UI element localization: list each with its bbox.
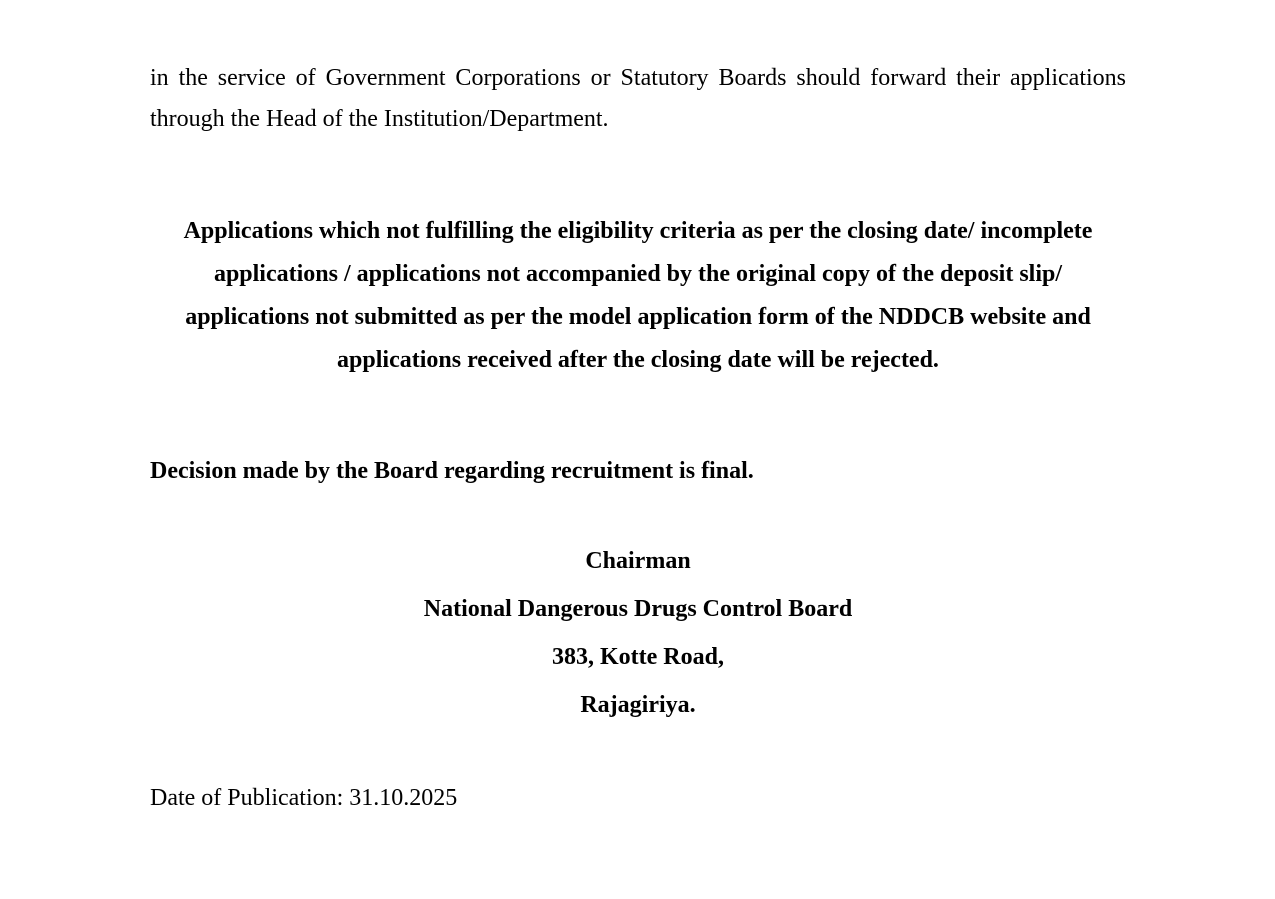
intro-paragraph-line-1: in the service of Government Corporations or Statutory Boards should forward their applications (150, 65, 1126, 91)
intro-paragraph-line-2: through the Head of the Institution/Department. (150, 106, 609, 132)
decision-statement: Decision made by the Board regarding recruitment is final. (150, 458, 754, 484)
rejection-notice-line-4: applications received after the closing date will be rejected. (337, 347, 939, 373)
rejection-notice-line-1: Applications which not fulfilling the eligibility criteria as per the closing date/ incomplete (183, 218, 1093, 244)
signature-title: Chairman (585, 548, 691, 574)
signature-block (150, 537, 1126, 729)
rejection-notice-paragraph (150, 210, 1126, 382)
intro-paragraph (150, 58, 1126, 140)
signature-address-street: 383, Kotte Road, (552, 644, 724, 670)
rejection-notice-line-3: applications not submitted as per the model application form of the NDDCB website and (185, 304, 1091, 330)
signature-organization: National Dangerous Drugs Control Board (423, 596, 853, 622)
publication-date-line: Date of Publication: 31.10.2025 (150, 785, 458, 811)
rejection-notice-line-2: applications / applications not accompanied by the original copy of the deposit slip/ (213, 261, 1063, 287)
signature-address-city: Rajagiriya. (580, 692, 696, 718)
